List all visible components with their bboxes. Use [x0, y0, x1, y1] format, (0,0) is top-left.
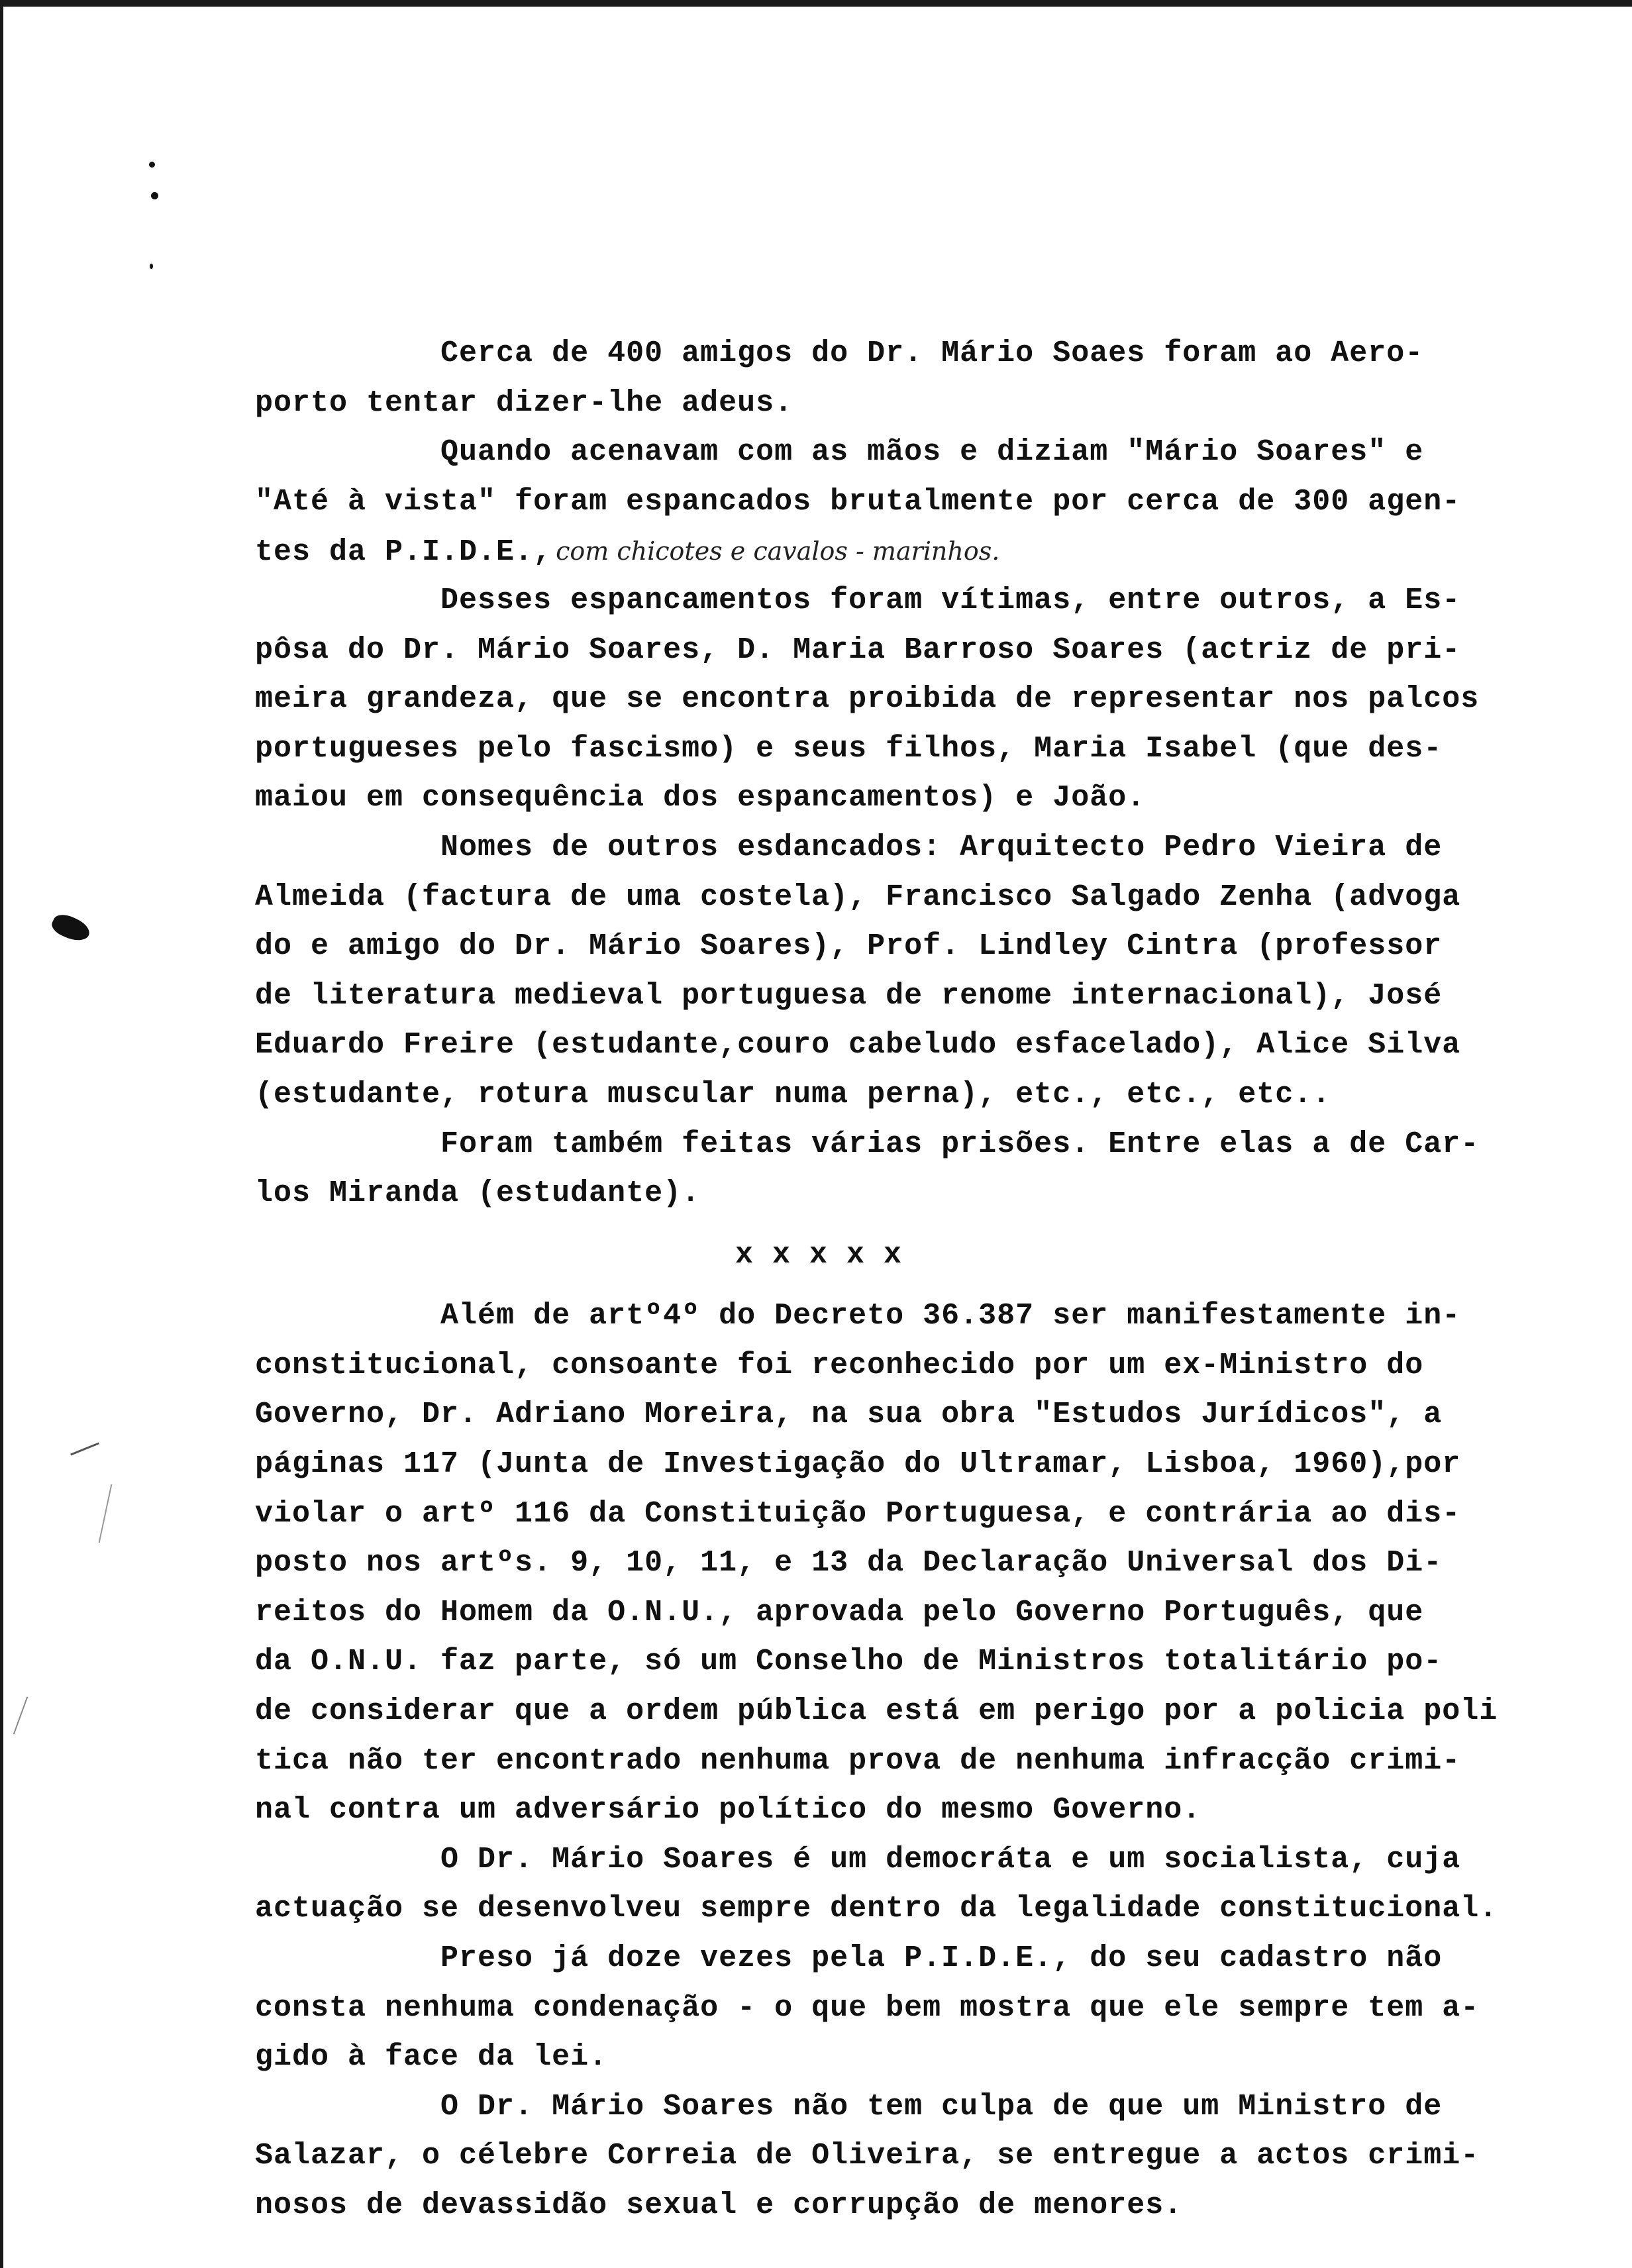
text-line: de considerar que a ordem pública está em perigo por a policia poli	[255, 1694, 1498, 1729]
text-line: posto nos artºs. 9, 10, 11, e 13 da Declaração Universal dos Di-	[255, 1546, 1443, 1580]
handwritten-annotation: com chicotes e cavalos - marinhos.	[556, 537, 1000, 566]
scan-speck	[150, 264, 153, 269]
spacer	[255, 1219, 1580, 1231]
text-line: O Dr. Mário Soares não tem culpa de que um Ministro de	[255, 2089, 1443, 2124]
text-line: Governo, Dr. Adriano Moreira, na sua obra "Estudos Jurídicos", a	[255, 1398, 1443, 1432]
section-separator: x x x x x	[735, 1237, 903, 1272]
ink-blot	[49, 910, 93, 946]
text-line: Foram também feitas várias prisões. Entre elas a de Car-	[255, 1127, 1480, 1161]
text-line: violar o artº 116 da Constituição Portuguesa, e contrária ao dis-	[255, 1496, 1461, 1531]
text-line: de literatura medieval portuguesa de renome internacional), José	[255, 978, 1443, 1013]
pencil-stroke	[13, 1696, 28, 1734]
text-line: tica não ter encontrado nenhuma prova de nenhuma infracção crimi-	[255, 1743, 1461, 1778]
text-line: maiou em consequência dos espancamentos) e João.	[255, 781, 1146, 815]
text-line: los Miranda (estudante).	[255, 1176, 701, 1211]
scan-speck	[151, 192, 158, 199]
pencil-stroke	[99, 1484, 113, 1543]
text-line: Além de artº4º do Decreto 36.387 ser manifestamente in-	[255, 1299, 1461, 1333]
text-line: consta nenhuma condenação - o que bem mostra que ele sempre tem a-	[255, 1990, 1480, 2025]
scan-speck	[149, 162, 155, 168]
scan-border-top	[0, 0, 1632, 7]
text-line: nal contra um adversário político do mesmo Governo.	[255, 1793, 1201, 1828]
text-line: Almeida (factura de uma costela), Francisco Salgado Zenha (advoga	[255, 880, 1461, 914]
text-line: porto tentar dizer-lhe adeus.	[255, 386, 793, 420]
text-line: actuação se desenvolveu sempre dentro da legalidade constitucional.	[255, 1892, 1498, 1926]
text-line: "Até à vista" foram espancados brutalmente por cerca de 300 agen-	[255, 484, 1461, 519]
text-line: Preso já doze vezes pela P.I.D.E., do seu cadastro não	[255, 1941, 1443, 1975]
text-line: da O.N.U. faz parte, só um Conselho de Ministros totalitário po-	[255, 1645, 1443, 1679]
typed-text: tes da P.I.D.E.,	[255, 535, 552, 570]
spacer	[255, 1280, 1580, 1292]
text-line: (estudante, rotura muscular numa perna), etc., etc., etc..	[255, 1077, 1331, 1111]
document-body	[255, 329, 1580, 2231]
text-line: pôsa do Dr. Mário Soares, D. Maria Barroso Soares (actriz de pri-	[255, 633, 1461, 667]
text-line: Quando acenavam com as mãos e diziam "Mário Soares" e	[255, 435, 1424, 470]
text-line: Salazar, o célebre Correia de Oliveira, se entregue a actos crimi-	[255, 2139, 1480, 2173]
text-line: Eduardo Freire (estudante,couro cabeludo esfacelado), Alice Silva	[255, 1028, 1461, 1062]
text-line: Cerca de 400 amigos do Dr. Mário Soaes foram ao Aero-	[255, 336, 1424, 370]
text-line: O Dr. Mário Soares é um democráta e um socialista, cuja	[255, 1842, 1461, 1877]
text-line-with-annotation	[255, 527, 1580, 576]
text-line: Desses espancamentos foram vítimas, entre outros, a Es-	[255, 583, 1461, 617]
text-line: Nomes de outros esdancados: Arquitecto Pedro Vieira de	[255, 830, 1443, 864]
text-line: do e amigo do Dr. Mário Soares), Prof. Lindley Cintra (professor	[255, 929, 1443, 964]
scan-border-left	[0, 0, 3, 2268]
text-line: portugueses pelo fascismo) e seus filhos, Maria Isabel (que des-	[255, 731, 1443, 766]
text-line: gido à face da lei.	[255, 2040, 608, 2075]
text-line: páginas 117 (Junta de Investigação do Ultramar, Lisboa, 1960),por	[255, 1447, 1461, 1482]
text-line: nosos de devassidão sexual e corrupção de menores.	[255, 2188, 1183, 2222]
text-line: meira grandeza, que se encontra proibida de representar nos palcos	[255, 682, 1480, 717]
text-line: reitos do Homem da O.N.U., aprovada pelo Governo Português, que	[255, 1595, 1424, 1629]
pencil-stroke	[70, 1442, 99, 1455]
text-line: constitucional, consoante foi reconhecido por um ex-Ministro do	[255, 1348, 1424, 1382]
